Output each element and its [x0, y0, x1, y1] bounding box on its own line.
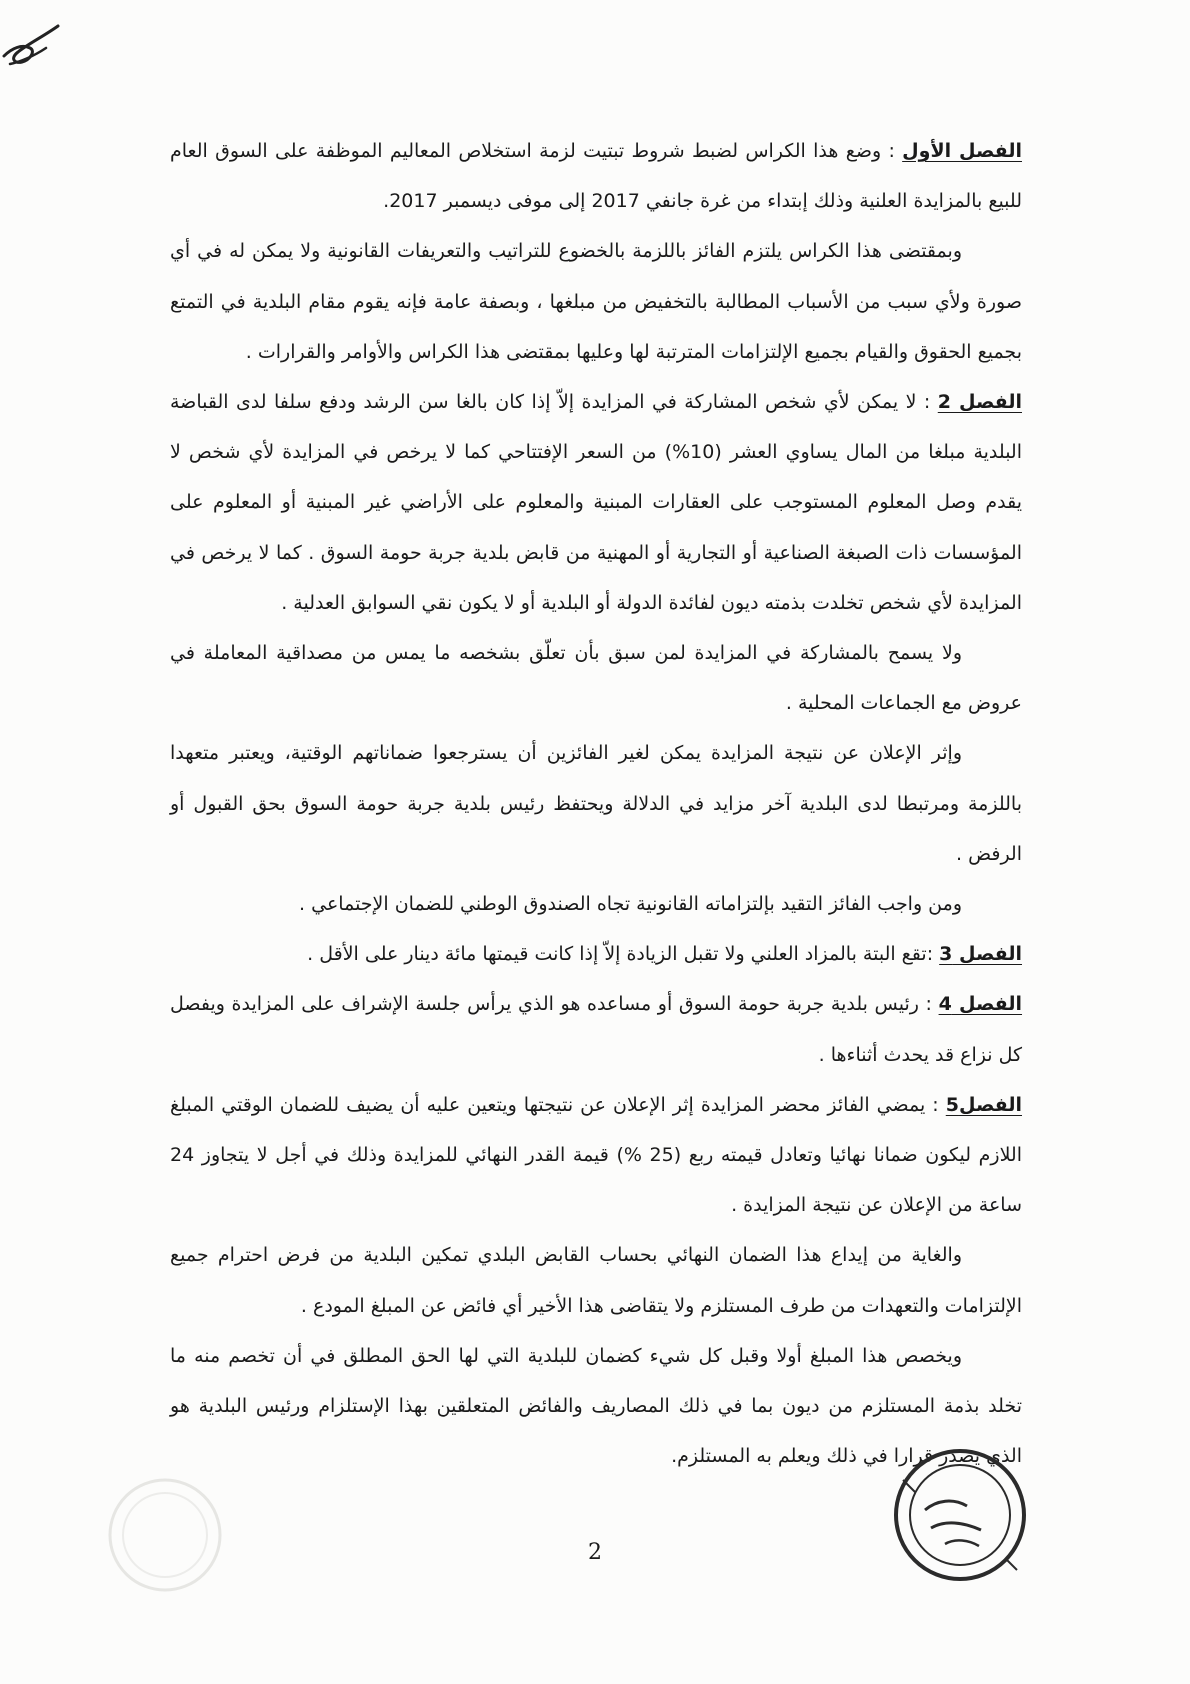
paragraph-text: والغاية من إيداع هذا الضمان النهائي بحساب القابض البلدي تمكين البلدية من فرض احترام جميع الإلتزامات والتعهدات من طرف المستلزم ولا يتقاضى هذا الأخير أي فائض عن المبلغ المودع . — [170, 1244, 1022, 1317]
chapter-heading: الفصل الأول — [902, 140, 1022, 162]
chapter-heading: الفصل 4 — [938, 993, 1023, 1016]
paragraph-chapter-3 — [170, 929, 1022, 979]
document-body — [170, 126, 1022, 1481]
paragraph-text: ويخصص هذا المبلغ أولا وقبل كل شيء كضمان للبلدية التي لها الحق المطلق في أن تخصم منه ما تخلد بذمة المستلزم من ديون بما في ذلك المصاريف والفائض المتعلقين بهذا الإستلزام ورئيس البلدية هو الذي يصدر قرارا في ذلك ويعلم به المستلزم. — [170, 1344, 1022, 1468]
paragraph-text: :تقع البتة بالمزاد العلني ولا تقبل الزيادة إلاّ إذا كانت قيمتها مائة دينار على الأقل . — [307, 943, 940, 966]
faded-stamp-icon — [100, 1470, 230, 1600]
paragraph — [170, 879, 1022, 929]
chapter-heading: الفصل5 — [945, 1093, 1022, 1116]
paragraph-chapter-2 — [170, 377, 1022, 628]
paragraph-text: وإثر الإعلان عن نتيجة المزايدة يمكن لغير الفائزين أن يسترجعوا ضماناتهم الوقتية، ويعتبر متعهدا باللزمة ومرتبطا لدى البلدية آخر مزايد في الدلالة ويحتفظ رئيس بلدية جربة حومة السوق بحق القبول أو الرفض . — [170, 742, 1022, 865]
paragraph — [170, 1230, 1022, 1330]
handwritten-initial-icon — [0, 18, 70, 78]
page-number: 2 — [588, 1540, 602, 1565]
paragraph-text: ومن واجب الفائز التقيد بإلتزاماته القانونية تجاه الصندوق الوطني للضمان الإجتماعي . — [299, 893, 962, 916]
chapter-heading: الفصل 2 — [937, 391, 1022, 414]
paragraph-text: : يمضي الفائز محضر المزايدة إثر الإعلان عن نتيجتها ويتعين عليه أن يضيف للضمان الوقتي المبلغ اللازم ليكون ضمانا نهائيا وتعادل قيمته ربع (25 %) قيمة القدر النهائي للمزايدة وذلك في أجل لا يتجاوز 24 ساعة من الإعلان عن نتيجة المزايدة . — [170, 1093, 1022, 1217]
paragraph — [170, 226, 1022, 377]
paragraph-chapter-4 — [170, 979, 1022, 1079]
official-stamp-icon — [885, 1440, 1035, 1590]
paragraph-text: : وضع هذا الكراس لضبط شروط تبتيت لزمة استخلاص المعاليم الموظفة على السوق العام للبيع بالمزايدة العلنية وذلك إبتداء من غرة جانفي 2017 إلى موفى ديسمبر 2017. — [170, 140, 1022, 213]
paragraph-chapter-1 — [170, 126, 1022, 226]
paragraph-text: ولا يسمح بالمشاركة في المزايدة لمن سبق بأن تعلّق بشخصه ما يمس من مصداقية المعاملة في عروض مع الجماعات المحلية . — [170, 642, 1022, 715]
paragraph — [170, 728, 1022, 879]
chapter-heading: الفصل 3 — [939, 943, 1022, 966]
paragraph-text: : رئيس بلدية جربة حومة السوق أو مساعده هو الذي يرأس جلسة الإشراف على المزايدة ويفصل كل نزاع قد يحدث أثناءها . — [170, 993, 1022, 1066]
paragraph-text: وبمقتضى هذا الكراس يلتزم الفائز باللزمة بالخضوع للتراتيب والتعريفات القانونية ولا يمكن له في أي صورة ولأي سبب من الأسباب المطالبة بالتخفيض من مبلغها ، وبصفة عامة فإنه يقوم مقام البلدية في التمتع بجميع الحقوق والقيام بجميع الإلتزامات المترتبة لها وعليها بمقتضى هذا الكراس والأوامر والقرارات . — [170, 240, 1022, 363]
paragraph-chapter-5 — [170, 1080, 1022, 1231]
paragraph-text: : لا يمكن لأي شخص المشاركة في المزايدة إلاّ إذا كان بالغا سن الرشد ودفع سلفا لدى القباضة البلدية مبلغا من المال يساوي العشر (10%) من السعر الإفتتاحي كما لا يرخص في المزايدة لأي شخص لا يقدم وصل المعلوم المستوجب على العقارات المبنية والمعلوم على الأراضي غير المبنية أو المعلوم على المؤسسات ذات الصبغة الصناعية أو التجارية أو المهنية من قابض بلدية جربة حومة السوق . كما لا يرخص في المزايدة لأي شخص تخلدت بذمته ديون لفائدة الدولة أو البلدية أو لا يكون نقي السوابق العدلية . — [170, 391, 1022, 614]
paragraph — [170, 628, 1022, 728]
